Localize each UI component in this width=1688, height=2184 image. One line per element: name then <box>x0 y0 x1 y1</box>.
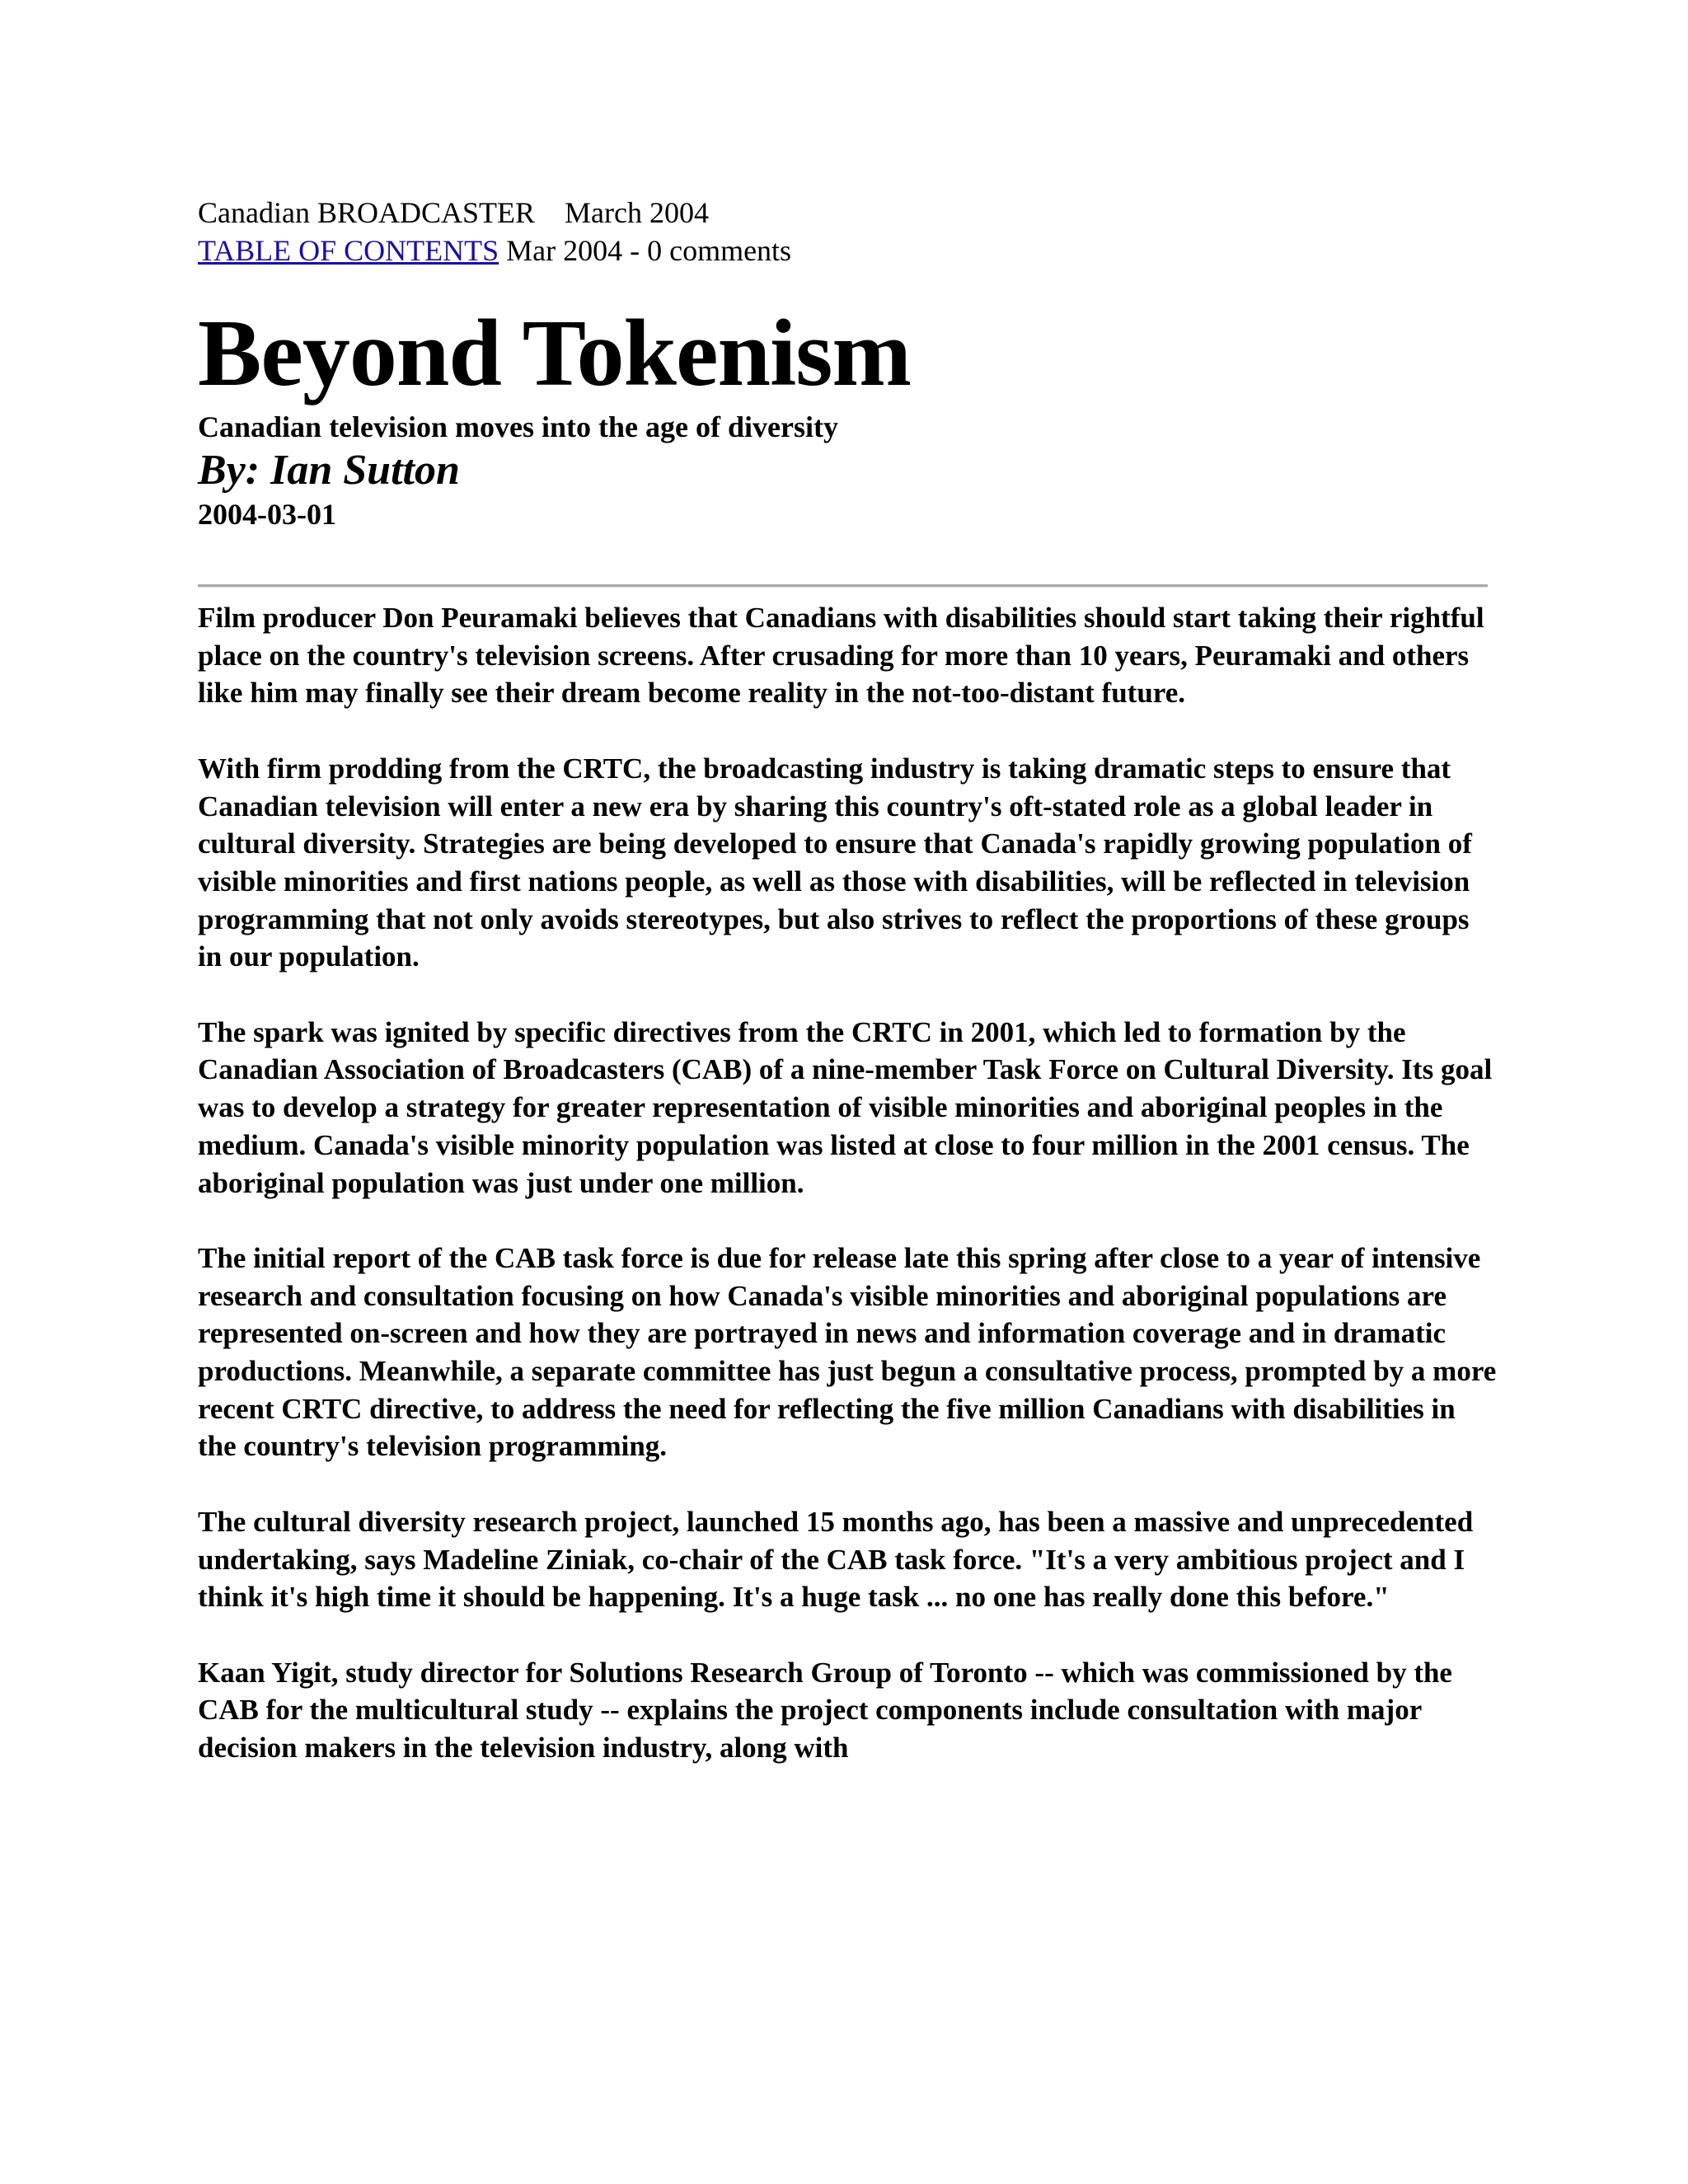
document-page <box>198 194 1500 1804</box>
article-byline: By: Ian Sutton <box>198 447 460 494</box>
body-paragraph: Film producer Don Peuramaki believes that Canadians with disabilities should start taking their rightful place on the country's television screens. After crusading for more than 10 years, Peuramaki and others like him may finally see their dream become reality in the not-too-distant future. <box>198 602 1484 710</box>
publication-name: Canadian BROADCASTER <box>198 196 535 229</box>
article-date: 2004-03-01 <box>198 498 336 531</box>
body-paragraph: With firm prodding from the CRTC, the broadcasting industry is taking dramatic steps to ensure that Canadian television will enter a new era by sharing this country's oft-stated role as a global leader in cultural diversity. Strategies are being developed to ensure that Canada's rapidly growing population of visible minorities and first nations people, as well as those with disabilities, will be reflected in television programming that not only avoids stereotypes, but also strives to reflect the proportions of these groups in our population. <box>198 752 1472 973</box>
table-of-contents-link[interactable]: TABLE OF CONTENTS <box>198 234 499 267</box>
article-subtitle: Canadian television moves into the age of diversity <box>198 410 838 443</box>
article-body <box>198 599 1500 1767</box>
body-paragraph: The spark was ignited by specific directives from the CRTC in 2001, which led to formation by the Canadian Association of Broadcasters (CAB) of a nine-member Task Force on Cultural Diversity. Its goal was to develop a strategy for greater representation of visible minorities and aboriginal peoples in the medium. Canada's visible minority population was listed at close to four million in the 2001 census. The aboriginal population was just under one million. <box>198 1015 1493 1199</box>
toc-meta: Mar 2004 - 0 comments <box>506 234 792 267</box>
body-paragraph: The initial report of the CAB task force is due for release late this spring after close to a year of intensive research and consultation focusing on how Canada's visible minorities and aboriginal populations are represented on-screen and how they are portrayed in news and information coverage and in dramatic productions. Meanwhile, a separate committee has just begun a consultative process, prompted by a more recent CRTC directive, to address the need for reflecting the five million Canadians with disabilities in the country's television programming. <box>198 1241 1497 1463</box>
body-paragraph: The cultural diversity research project, launched 15 months ago, has been a massive and unprecedented undertaking, says Madeline Ziniak, co-chair of the CAB task force. "It's a very ambitious project and I think it's high time it should be happening. It's a huge task ... no one has really done this before." <box>198 1505 1474 1614</box>
publication-line <box>198 194 1500 232</box>
article-title: Beyond Tokenism <box>198 301 912 406</box>
toc-line <box>198 232 1500 269</box>
issue-date: March 2004 <box>565 196 709 229</box>
horizontal-divider <box>198 584 1488 588</box>
body-paragraph: Kaan Yigit, study director for Solutions Research Group of Toronto -- which was commissioned by the CAB for the multicultural study -- explains the project components include consultation with major decision makers in the television industry, along with <box>198 1656 1452 1765</box>
